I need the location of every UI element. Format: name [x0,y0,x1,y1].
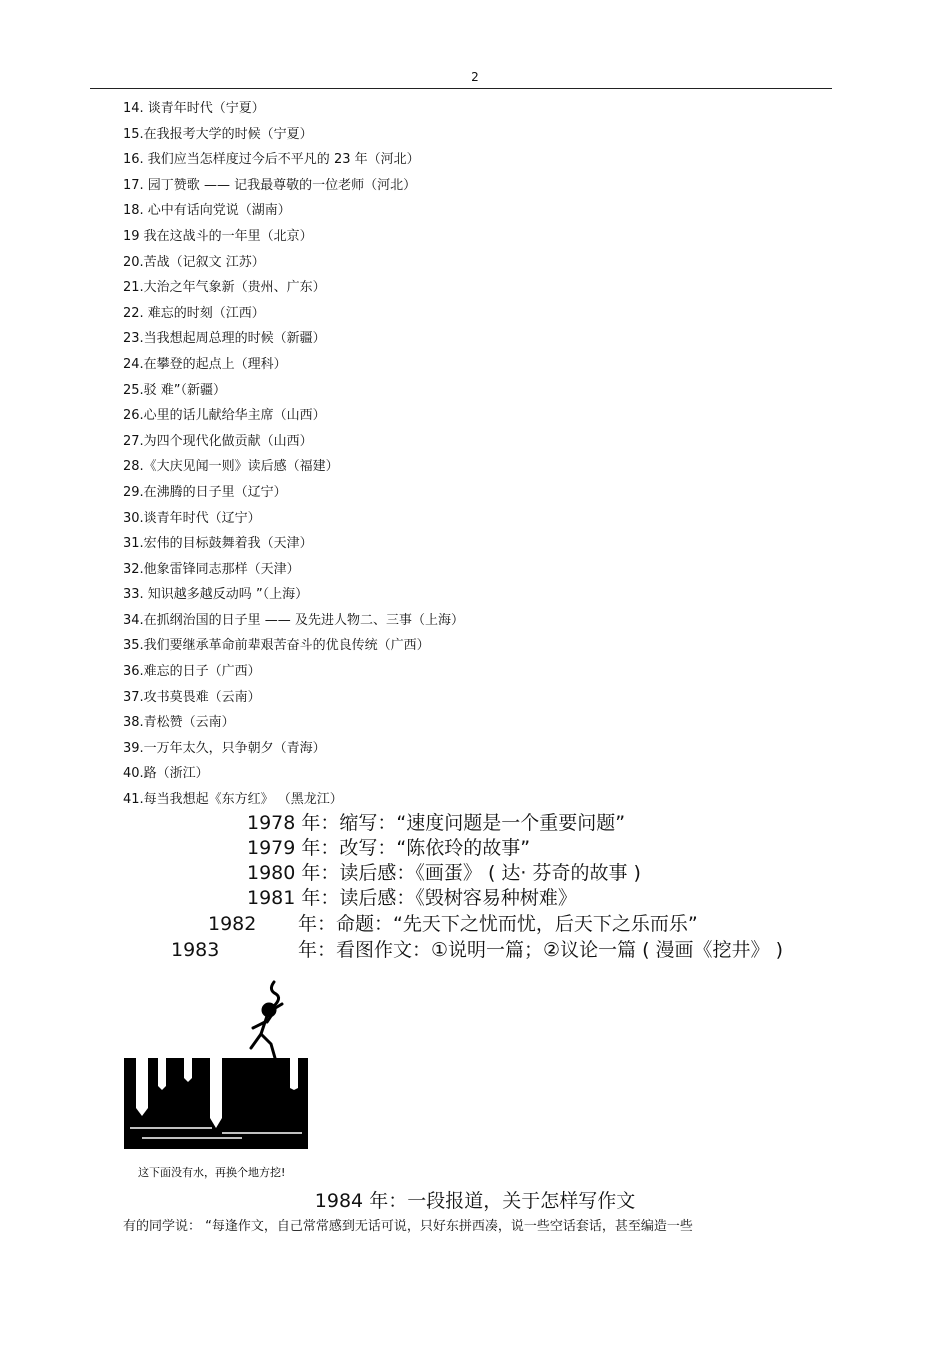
list-item: 20.苦战（记叙文 江苏） [123,254,265,270]
essay-topic-list [123,96,843,813]
cartoon-drawing [122,978,310,1183]
year-text: 年：改写：“陈依玲的故事” [301,837,531,859]
list-item: 28.《大庆见闻一则》读后感（福建） [123,459,339,475]
year-text: 年：读后感：《画蛋》 ( 达· 芬奇的故事 ) [301,862,641,884]
list-item: 23.当我想起周总理的时候（新疆） [123,331,326,347]
list-item: 16. 我们应当怎样度过今后不平凡的 23 年（河北） [123,152,420,168]
list-item: 24.在攀登的起点上（理科） [123,356,287,372]
well-digging-cartoon [122,978,310,1183]
year-label: 1979 [247,837,296,859]
list-item: 21.大治之年气象新（贵州、广东） [123,280,326,296]
list-item: 40.路（浙江） [123,766,209,782]
list-item: 19 我在这战斗的一年里（北京） [123,228,313,244]
list-item: 37.攻书莫畏难（云南） [123,689,261,705]
year-label: 1980 [247,862,296,884]
list-item: 27.为四个现代化做贡献（山西） [123,433,313,449]
section-subheading: 1984 年：一段报道，关于怎样写作文 [314,1190,636,1212]
year-line-1981 [247,886,577,910]
list-item: 18. 心中有话向党说（湖南） [123,203,291,219]
year-label: 1978 [247,812,296,834]
list-item: 22. 难忘的时刻（江西） [123,305,265,321]
list-item: 41.每当我想起《东方红》 （黑龙江） [123,792,343,808]
year-text: 年：命题：“先天下之忧而忧，后天下之乐而乐” [298,913,698,935]
list-item: 32.他象雷锋同志那样（天津） [123,561,300,577]
list-item: 14. 谈青年时代（宁夏） [123,101,265,116]
list-item: 30.谈青年时代（辽宁） [123,510,261,526]
year-line-1980 [247,861,641,885]
header-rule [90,88,832,89]
list-item: 38.青松赞（云南） [123,715,235,731]
year-text: 年：缩写：“速度问题是一个重要问题” [301,812,626,834]
year-line-1979 [247,836,530,860]
list-item: 25.驳 难”（新疆） [123,382,227,398]
page-number: 2 [471,70,479,84]
list-item: 31.宏伟的目标鼓舞着我（天津） [123,536,313,552]
year-label: 1982 [208,913,257,935]
year-line-1983 [171,938,783,962]
year-text: 年：读后感：《毁树容易种树难》 [301,887,577,909]
year-label: 1983 [171,939,220,961]
list-item: 29.在沸腾的日子里（辽宁） [123,484,287,500]
list-item: 34.在抓纲治国的日子里 —— 及先进人物二、三事（上海） [123,612,464,628]
list-item: 33. 知识越多越反动吗 ”（上海） [123,587,309,603]
year-text: 年：看图作文：①说明一篇；②议论一篇 ( 漫画《挖井》 ) [298,939,784,961]
list-item: 35.我们要继承革命前辈艰苦奋斗的优良传统（广西） [123,638,430,654]
list-item: 26.心里的话儿献给华主席（山西） [123,408,326,424]
list-item: 36.难忘的日子（广西） [123,664,261,680]
year-line-1982 [208,912,698,936]
list-item: 39.一万年太久，只争朝夕（青海） [123,740,326,756]
body-paragraph: 有的同学说： “每逢作文，自己常常感到无话可说，只好东拼西凑，说一些空话套话，甚至编造一些 [123,1219,693,1234]
list-item: 17. 园丁赞歌 —— 记我最尊敬的一位老师（河北） [123,177,417,193]
list-item: 15.在我报考大学的时候（宁夏） [123,126,313,142]
year-label: 1981 [247,887,296,909]
cartoon-caption: 这下面没有水，再换个地方挖! [138,1166,286,1179]
year-line-1978 [247,811,625,835]
